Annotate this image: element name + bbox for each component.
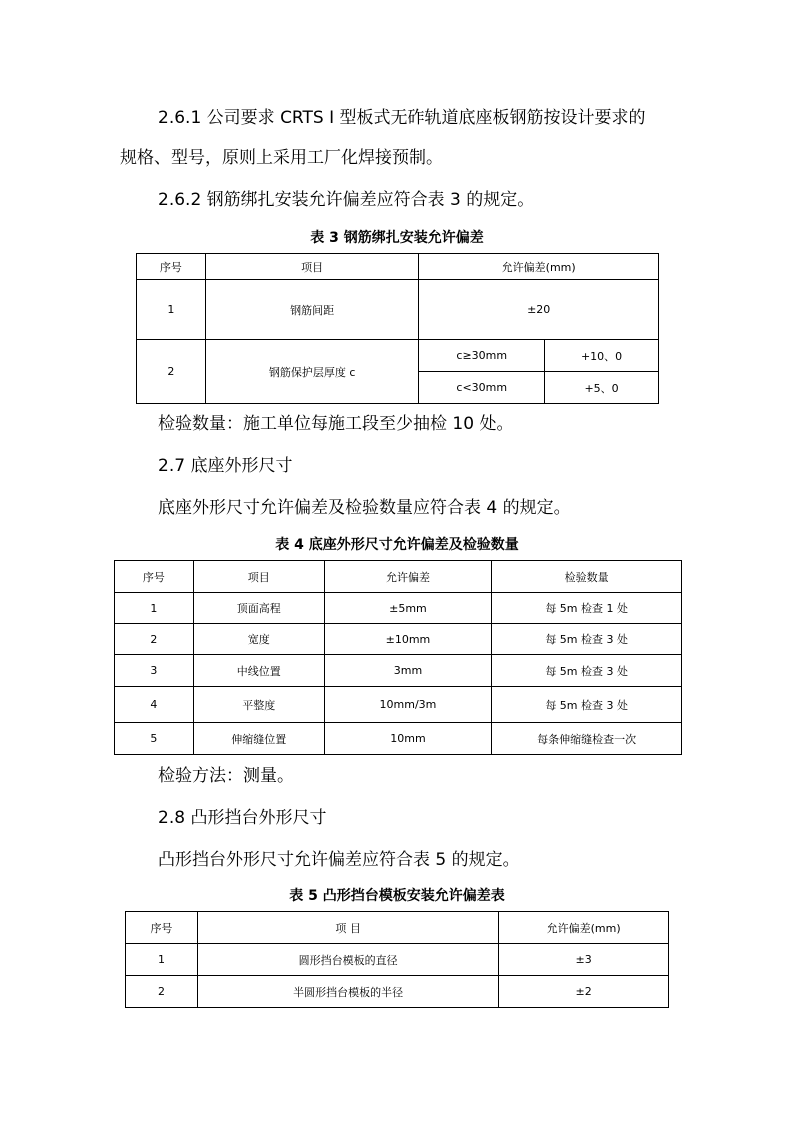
table5-cell: 半圆形挡台模板的半径 <box>197 976 498 1008</box>
table4-header-tol: 允许偏差 <box>324 561 492 593</box>
table3-caption: 表 3 钢筋绑扎安装允许偏差 <box>310 230 484 246</box>
table5-header-tol: 允许偏差(mm) <box>499 912 669 944</box>
paragraph-inspect-method: 检验方法：测量。 <box>158 766 294 786</box>
table5-header-item: 项 目 <box>197 912 498 944</box>
paragraph-2-6-1-line2: 规格、型号，原则上采用工厂化焊接预制。 <box>120 148 443 168</box>
table5-header-no: 序号 <box>126 912 198 944</box>
table3-r2-tol2: +5、0 <box>545 372 659 404</box>
table4-cell: 1 <box>115 593 194 624</box>
table3-r2-cond1: c≥30mm <box>419 340 545 372</box>
table3-r2-item: 钢筋保护层厚度 c <box>205 340 419 404</box>
table4-header-qty: 检验数量 <box>492 561 682 593</box>
table-row <box>137 280 659 340</box>
table3-header-row <box>137 254 659 280</box>
paragraph-2-8: 凸形挡台外形尺寸允许偏差应符合表 5 的规定。 <box>158 850 520 870</box>
table4-cell: ±5mm <box>324 593 492 624</box>
table4-cell: 每 5m 检查 1 处 <box>492 593 682 624</box>
table3-r1-tol: ±20 <box>419 280 659 340</box>
table5-cell: 1 <box>126 944 198 976</box>
table3-r2-cond2: c<30mm <box>419 372 545 404</box>
table4-cell: 每 5m 检查 3 处 <box>492 687 682 723</box>
table3-header-no: 序号 <box>137 254 206 280</box>
table4-cell: 2 <box>115 624 194 655</box>
table4-cell: 4 <box>115 687 194 723</box>
table3 <box>136 253 659 404</box>
table-row <box>115 723 682 755</box>
heading-2-7: 2.7 底座外形尺寸 <box>158 456 293 476</box>
table4-cell: 10mm/3m <box>324 687 492 723</box>
table4-cell: 10mm <box>324 723 492 755</box>
table4-cell: 3mm <box>324 655 492 687</box>
table4-cell: 5 <box>115 723 194 755</box>
table5-header-row <box>126 912 669 944</box>
table5-cell: 圆形挡台模板的直径 <box>197 944 498 976</box>
heading-2-8: 2.8 凸形挡台外形尺寸 <box>158 808 327 828</box>
table4-cell: ±10mm <box>324 624 492 655</box>
table3-header-item: 项目 <box>205 254 419 280</box>
table-row <box>126 944 669 976</box>
table4-cell: 伸缩缝位置 <box>193 723 324 755</box>
table4-cell: 每条伸缩缝检查一次 <box>492 723 682 755</box>
table5-cell: ±3 <box>499 944 669 976</box>
table4-cell: 宽度 <box>193 624 324 655</box>
table-row <box>115 624 682 655</box>
table4 <box>114 560 682 755</box>
table4-cell: 顶面高程 <box>193 593 324 624</box>
table5 <box>125 911 669 1008</box>
table-row <box>115 687 682 723</box>
table3-header-tol: 允许偏差(mm) <box>419 254 659 280</box>
paragraph-2-7: 底座外形尺寸允许偏差及检验数量应符合表 4 的规定。 <box>158 498 571 518</box>
paragraph-2-6-1-line1: 2.6.1 公司要求 CRTS I 型板式无砟轨道底座板钢筋按设计要求的 <box>158 108 646 128</box>
table5-caption: 表 5 凸形挡台模板安装允许偏差表 <box>289 888 505 904</box>
table-row <box>115 655 682 687</box>
table4-header-item: 项目 <box>193 561 324 593</box>
table4-caption: 表 4 底座外形尺寸允许偏差及检验数量 <box>275 537 519 553</box>
table-row <box>126 976 669 1008</box>
table3-r1-item: 钢筋间距 <box>205 280 419 340</box>
table4-header-no: 序号 <box>115 561 194 593</box>
table3-r2-no: 2 <box>137 340 206 404</box>
paragraph-inspect-qty: 检验数量：施工单位每施工段至少抽检 10 处。 <box>158 414 514 434</box>
table3-r1-no: 1 <box>137 280 206 340</box>
table5-cell: ±2 <box>499 976 669 1008</box>
table-row <box>115 593 682 624</box>
table4-cell: 3 <box>115 655 194 687</box>
table5-cell: 2 <box>126 976 198 1008</box>
table4-cell: 平整度 <box>193 687 324 723</box>
table4-header-row <box>115 561 682 593</box>
table4-cell: 每 5m 检查 3 处 <box>492 655 682 687</box>
table4-cell: 中线位置 <box>193 655 324 687</box>
table-row <box>137 340 659 372</box>
paragraph-2-6-2: 2.6.2 钢筋绑扎安装允许偏差应符合表 3 的规定。 <box>158 190 535 210</box>
table3-r2-tol1: +10、0 <box>545 340 659 372</box>
table4-cell: 每 5m 检查 3 处 <box>492 624 682 655</box>
